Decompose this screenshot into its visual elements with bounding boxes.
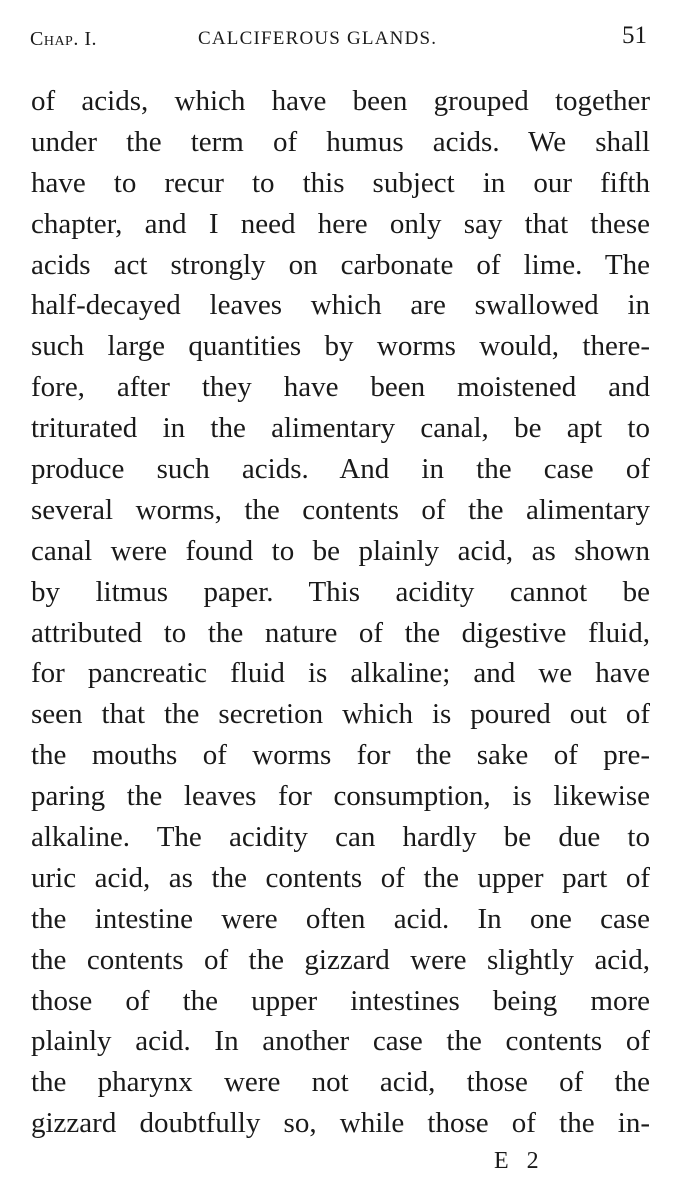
text-line: have to recur to this subject in our fifth <box>31 166 650 199</box>
text-line: the contents of the gizzard were slightly acid, <box>31 943 650 976</box>
text-line: by litmus paper. This acidity cannot be <box>31 575 650 608</box>
running-head <box>30 22 653 52</box>
text-line: alkaline. The acidity can hardly be due to <box>31 821 650 854</box>
text-line: canal were found to be plainly acid, as shown <box>31 534 650 567</box>
text-line: attributed to the nature of the digestive fluid, <box>31 616 650 649</box>
text-line: half-decayed leaves which are swallowed in <box>31 289 650 322</box>
text-line: under the term of humus acids. We shall <box>31 125 650 158</box>
text-line: triturated in the alimentary canal, be apt to <box>31 412 650 445</box>
text-line: seen that the secretion which is poured out of <box>31 698 650 731</box>
page-number: 51 <box>622 22 647 49</box>
text-line: such large quantities by worms would, there- <box>31 330 650 363</box>
text-line: several worms, the contents of the alimentary <box>31 493 650 526</box>
text-line: the mouths of worms for the sake of pre- <box>31 739 650 772</box>
chapter-label: Chap. I. <box>30 28 98 50</box>
text-line: chapter, and I need here only say that these <box>31 207 650 240</box>
running-title: CALCIFEROUS GLANDS. <box>198 28 438 49</box>
text-line: uric acid, as the contents of the upper part of <box>31 861 650 894</box>
text-line: of acids, which have been grouped together <box>31 85 650 117</box>
text-line: for pancreatic fluid is alkaline; and we have <box>31 657 650 690</box>
text-line: the intestine were often acid. In one case <box>31 902 650 935</box>
text-line: fore, after they have been moistened and <box>31 371 650 404</box>
signature-mark: E 2 <box>494 1148 545 1174</box>
text-line: those of the upper intestines being more <box>31 984 650 1017</box>
text-line: gizzard doubtfully so, while those of the in- <box>31 1107 650 1140</box>
text-line: plainly acid. In another case the contents of <box>31 1025 650 1058</box>
text-line: acids act strongly on carbonate of lime. The <box>31 248 650 281</box>
text-line: paring the leaves for consumption, is likewise <box>31 780 650 813</box>
body-text <box>31 81 650 1144</box>
text-line: the pharynx were not acid, those of the <box>31 1066 650 1099</box>
text-line: produce such acids. And in the case of <box>31 453 650 486</box>
